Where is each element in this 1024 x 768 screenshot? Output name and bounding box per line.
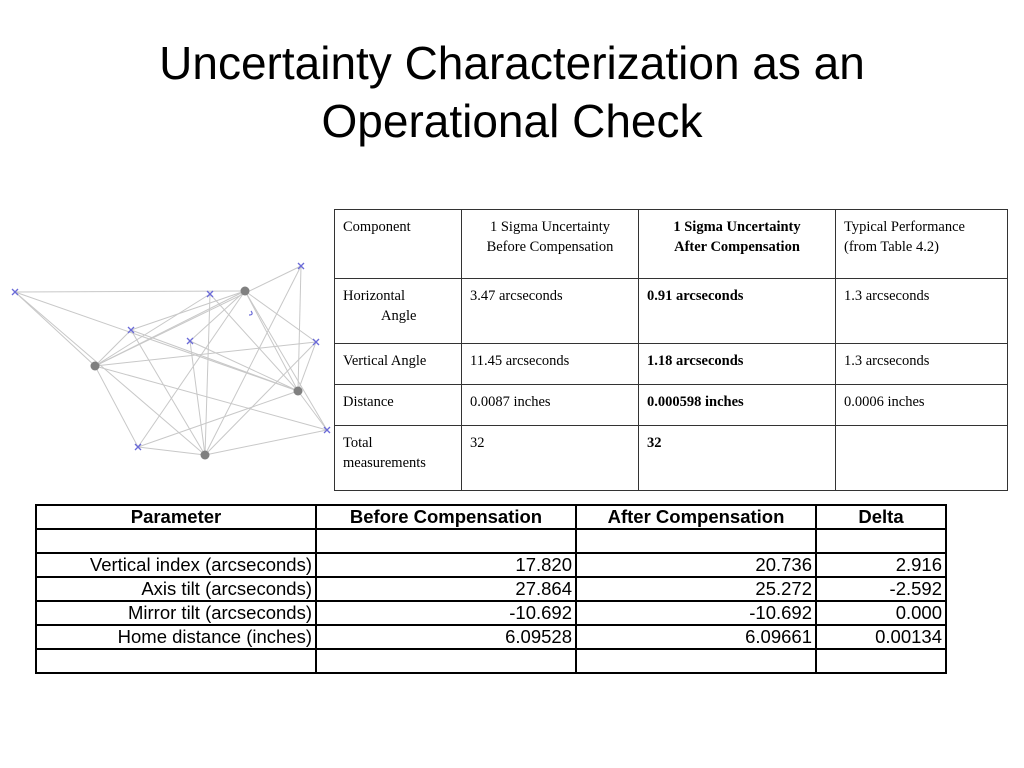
station-marker (241, 287, 250, 296)
cell-after: 0.000598 inches (639, 385, 836, 426)
cell-delta: 0.00134 (816, 625, 946, 649)
cell-typical (836, 426, 1008, 491)
cell-before: 0.0087 inches (462, 385, 639, 426)
cell-after: 20.736 (576, 553, 816, 577)
header-before-line2: Before Compensation (486, 239, 614, 255)
cell-after: 1.18 arcseconds (639, 344, 836, 385)
station-marker (294, 387, 303, 396)
cell-before: 11.45 arcseconds (462, 344, 639, 385)
header-after-line1: 1 Sigma Uncertainty (673, 219, 801, 235)
header-after-line2: After Compensation (674, 239, 800, 255)
cell-before: 3.47 arcseconds (462, 279, 639, 344)
empty-row (36, 529, 946, 553)
table-row (36, 625, 946, 649)
cell-before: -10.692 (316, 601, 576, 625)
cell-typical: 1.3 arcseconds (836, 344, 1008, 385)
table-header-row (36, 505, 946, 529)
cell-component (335, 279, 462, 344)
parameter-table (35, 504, 947, 674)
cell-component-line2: measurements (343, 455, 426, 471)
header-typical-line2: (from Table 4.2) (844, 239, 939, 255)
cell-after: 25.272 (576, 577, 816, 601)
cell-component-line1: Horizontal (343, 288, 406, 304)
cell-parameter: Axis tilt (arcseconds) (36, 577, 316, 601)
header-before-compensation: Before Compensation (316, 505, 576, 529)
station-markers (91, 287, 303, 460)
cell-component (335, 426, 462, 491)
cell-after: 0.91 arcseconds (639, 279, 836, 344)
cell-component: Distance (335, 385, 462, 426)
header-before-line1: 1 Sigma Uncertainty (489, 219, 610, 235)
cell-after: 6.09661 (576, 625, 816, 649)
cell-typical: 1.3 arcseconds (836, 279, 1008, 344)
cell-component: Vertical Angle (335, 344, 462, 385)
table-row (335, 279, 1008, 344)
station-marker (91, 362, 100, 371)
cell-parameter: Mirror tilt (arcseconds) (36, 601, 316, 625)
table-row (335, 385, 1008, 426)
header-typical (836, 210, 1008, 279)
arrow-tick-icon (249, 311, 252, 315)
table-row (36, 601, 946, 625)
table-header-row (335, 210, 1008, 279)
cell-delta: -2.592 (816, 577, 946, 601)
title-line-1: Uncertainty Characterization as an (159, 37, 865, 89)
table-row (335, 426, 1008, 491)
table-row (36, 553, 946, 577)
cell-parameter: Home distance (inches) (36, 625, 316, 649)
header-component: Component (335, 210, 462, 279)
cell-after: 32 (639, 426, 836, 491)
table-row (335, 344, 1008, 385)
network-lines (15, 266, 327, 455)
cell-component-line2: Angle (381, 308, 417, 324)
header-before (462, 210, 639, 279)
cell-before: 27.864 (316, 577, 576, 601)
header-parameter: Parameter (36, 505, 316, 529)
header-delta: Delta (816, 505, 946, 529)
cell-after: -10.692 (576, 601, 816, 625)
cell-delta: 2.916 (816, 553, 946, 577)
measurement-network-diagram (5, 255, 340, 465)
cell-before: 32 (462, 426, 639, 491)
cell-delta: 0.000 (816, 601, 946, 625)
empty-row (36, 649, 946, 673)
station-marker (201, 451, 210, 460)
header-after (639, 210, 836, 279)
header-typical-line1: Typical Performance (844, 219, 965, 235)
table-row (36, 577, 946, 601)
cell-parameter: Vertical index (arcseconds) (36, 553, 316, 577)
cell-typical: 0.0006 inches (836, 385, 1008, 426)
title-line-2: Operational Check (321, 95, 703, 147)
cell-before: 17.820 (316, 553, 576, 577)
slide-title (0, 34, 1024, 150)
cell-component-line1: Total (343, 435, 373, 451)
header-after-compensation: After Compensation (576, 505, 816, 529)
uncertainty-table (334, 209, 1008, 491)
cell-before: 6.09528 (316, 625, 576, 649)
